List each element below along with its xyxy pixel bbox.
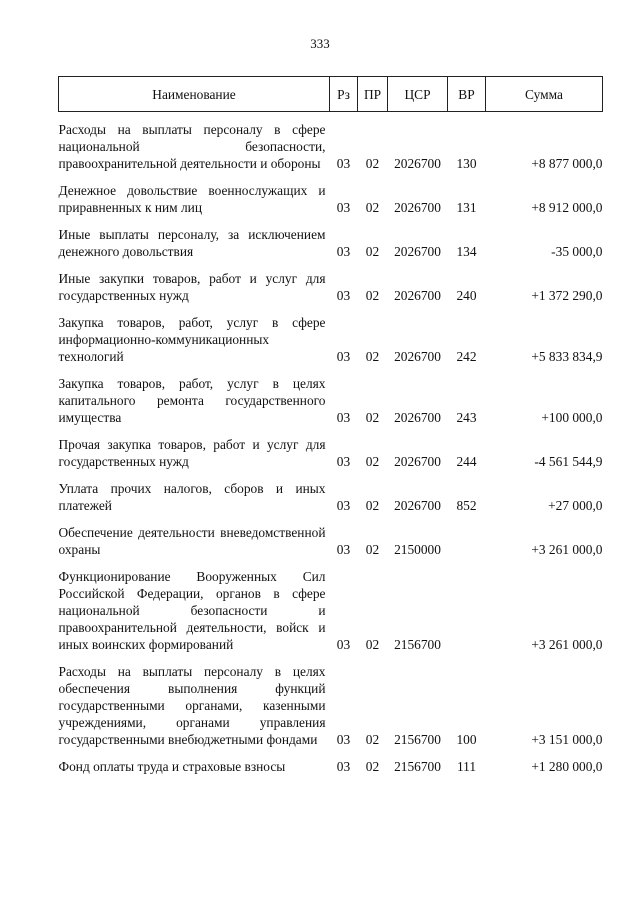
row-rz: 03 [336,244,351,259]
row-rz: 03 [336,498,351,513]
row-vr [448,558,486,653]
budget-table [58,76,603,775]
table-header-row [59,77,603,112]
row-pr: 02 [365,759,380,774]
table-row [59,558,603,653]
row-csr: 2026700 [394,410,441,425]
row-rz: 03 [336,410,351,425]
row-name: Расходы на выплаты персоналу в сфере национальной безопасности, правоохранительной деятельности и обороны [58,122,326,171]
row-name: Прочая закупка товаров, работ и услуг для государственных нужд [58,437,326,469]
row-csr: 2026700 [394,498,441,513]
table-row [59,304,603,365]
header-rz: Рз [330,77,358,112]
header-sum: Сумма [486,77,603,112]
row-vr: 243 [456,410,477,425]
row-sum: +1 280 000,0 [531,759,603,774]
row-sum: +8 877 000,0 [531,156,603,171]
row-csr: 2156700 [394,759,441,774]
row-csr: 2156700 [394,732,441,747]
row-vr [448,514,486,558]
table-row [59,470,603,514]
table-row [59,112,603,173]
row-csr: 2026700 [394,244,441,259]
header-name: Наименование [59,77,330,112]
row-pr: 02 [365,542,380,557]
header-csr: ЦСР [388,77,448,112]
row-pr: 02 [365,454,380,469]
row-rz: 03 [336,156,351,171]
row-rz: 03 [336,542,351,557]
table-row [59,172,603,216]
row-vr: 242 [456,349,477,364]
row-sum: +8 912 000,0 [531,200,603,215]
row-rz: 03 [336,637,351,652]
row-name: Расходы на выплаты персоналу в целях обеспечения выполнения функций государственными органами, казенными учреждениями, органами управления государственными внебюджетными фондами [58,664,326,747]
row-pr: 02 [365,637,380,652]
row-sum: -4 561 544,9 [534,454,603,469]
row-sum: +27 000,0 [548,498,603,513]
row-rz: 03 [336,759,351,774]
row-vr: 100 [456,732,477,747]
row-csr: 2026700 [394,156,441,171]
row-rz: 03 [336,732,351,747]
row-name: Закупка товаров, работ, услуг в целях капитального ремонта государственного имущества [58,376,326,425]
row-csr: 2026700 [394,454,441,469]
row-vr: 130 [456,156,477,171]
row-name: Иные закупки товаров, работ и услуг для государственных нужд [58,271,326,303]
row-pr: 02 [365,410,380,425]
row-csr: 2150000 [394,542,441,557]
row-vr: 131 [456,200,477,215]
row-sum: +1 372 290,0 [531,288,603,303]
row-sum: +3 261 000,0 [531,637,603,652]
row-pr: 02 [365,732,380,747]
row-vr: 240 [456,288,477,303]
row-name: Функционирование Вооруженных Сил Российской Федерации, органов в сфере национальной безопасности и правоохранительной деятельности, войск и иных воинских формирований [58,569,326,652]
row-rz: 03 [336,288,351,303]
row-rz: 03 [336,200,351,215]
row-name: Денежное довольствие военнослужащих и приравненных к ним лиц [58,183,326,215]
table-row [59,653,603,748]
row-csr: 2026700 [394,200,441,215]
row-pr: 02 [365,200,380,215]
row-csr: 2026700 [394,349,441,364]
table-row [59,216,603,260]
table-row [59,426,603,470]
row-vr: 852 [456,498,477,513]
row-name: Обеспечение деятельности вневедомственной охраны [58,525,326,557]
row-sum: -35 000,0 [551,244,603,259]
row-name: Иные выплаты персоналу, за исключением денежного довольствия [58,227,326,259]
row-csr: 2156700 [394,637,441,652]
row-pr: 02 [365,349,380,364]
row-pr: 02 [365,498,380,513]
table-row [59,514,603,558]
row-sum: +5 833 834,9 [531,349,603,364]
header-pr: ПР [358,77,388,112]
row-rz: 03 [336,349,351,364]
page-number: 333 [310,36,330,51]
row-sum: +3 151 000,0 [531,732,603,747]
row-csr: 2026700 [394,288,441,303]
row-vr: 111 [456,759,477,774]
row-pr: 02 [365,288,380,303]
row-sum: +3 261 000,0 [531,542,603,557]
row-name: Уплата прочих налогов, сборов и иных платежей [58,481,326,513]
row-name: Закупка товаров, работ, услуг в сфере информационно-коммуникационных технологий [58,315,326,364]
header-vr: ВР [448,77,486,112]
row-sum: +100 000,0 [541,410,603,425]
row-pr: 02 [365,244,380,259]
row-pr: 02 [365,156,380,171]
row-vr: 134 [456,244,477,259]
row-name: Фонд оплаты труда и страховые взносы [58,759,286,774]
table-row [59,748,603,775]
row-vr: 244 [456,454,477,469]
row-rz: 03 [336,454,351,469]
table-row [59,365,603,426]
table-row [59,260,603,304]
